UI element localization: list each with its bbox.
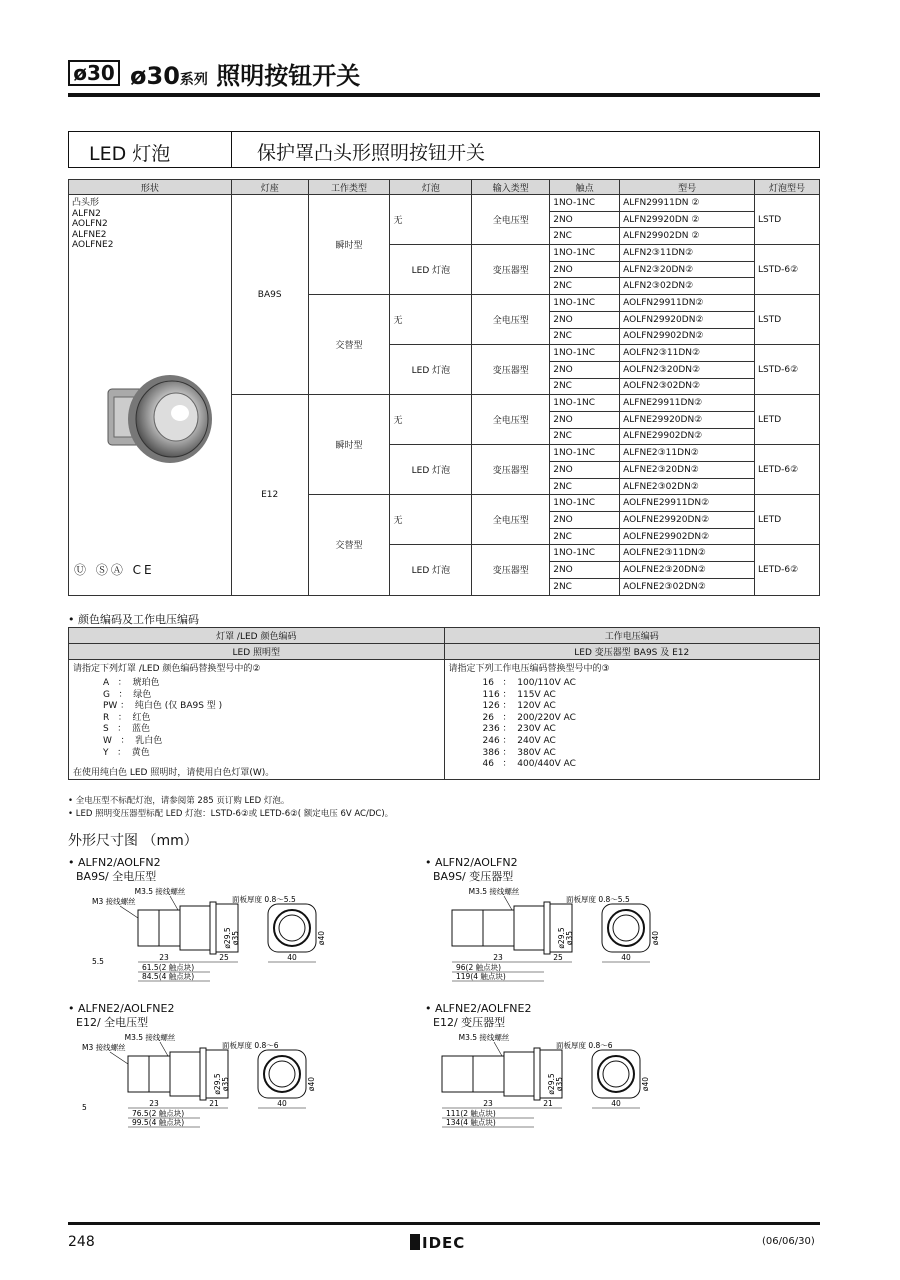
contact-cell: 1NO-1NC bbox=[550, 495, 620, 512]
leader-line bbox=[120, 906, 138, 918]
model-cell: ALFNE2③02DN② bbox=[620, 478, 755, 495]
panel-ring bbox=[534, 1048, 540, 1100]
voltage-code-item: 126 ： 120V AC bbox=[482, 701, 556, 712]
base-cell: E12 bbox=[231, 395, 308, 595]
contact-cell: 1NO-1NC bbox=[550, 195, 620, 212]
model-cell: ALFNE29911DN② bbox=[620, 395, 755, 412]
bulb-cell: LED 灯泡 bbox=[390, 445, 472, 495]
contact-cell: 1NO-1NC bbox=[550, 245, 620, 262]
panel-ring bbox=[200, 1048, 206, 1100]
section-banner bbox=[68, 131, 820, 168]
note-1: • 全电压型不标配灯泡，请参阅第 285 页订购 LED 灯泡。 bbox=[68, 796, 290, 806]
lamp-model-cell: LSTD bbox=[755, 295, 820, 345]
header-rule bbox=[68, 93, 820, 97]
product-photo bbox=[100, 367, 220, 467]
color-code-intro: 请指定下列灯罩 /LED 颜色编码替换型号中的② bbox=[73, 664, 261, 674]
col-input: 输入类型 bbox=[472, 180, 550, 195]
screw-label: M3.5 接线螺丝 bbox=[458, 1033, 510, 1042]
lamp-model-cell: LSTD-6② bbox=[755, 245, 820, 295]
model-cell: ALFNE2③11DN② bbox=[620, 445, 755, 462]
contact-cell: 2NC bbox=[550, 378, 620, 395]
front-view-lens bbox=[279, 915, 305, 941]
shape-line: AOLFN2 bbox=[72, 219, 108, 229]
input-type-cell: 全电压型 bbox=[472, 295, 550, 345]
contact-cell: 2NC bbox=[550, 278, 620, 295]
title-text: 照明按钮开关 bbox=[216, 62, 361, 90]
model-cell: AOLFNE2③20DN② bbox=[620, 562, 755, 579]
bulb-cell: 无 bbox=[390, 295, 472, 345]
dim-value: 23 bbox=[159, 953, 169, 962]
notes bbox=[68, 795, 393, 821]
color-code-item: S ： 蓝色 bbox=[103, 724, 151, 735]
voltage-code-item: 26 ： 200/220V AC bbox=[482, 712, 576, 723]
dim-value: ø40 bbox=[651, 930, 660, 946]
col-model: 型号 bbox=[620, 180, 755, 195]
dim-value: ø29.5 bbox=[557, 927, 566, 949]
model-cell: ALFNE29920DN② bbox=[620, 411, 755, 428]
model-cell: ALFN2③20DN② bbox=[620, 261, 755, 278]
screw-label: M3.5 接线螺丝 bbox=[124, 1033, 176, 1042]
leader-line bbox=[494, 1042, 502, 1056]
screw-label: M3.5 接线螺丝 bbox=[134, 887, 186, 896]
dim-value: 76.5(2 触点块) bbox=[132, 1109, 185, 1118]
contact-cell: 2NO bbox=[550, 361, 620, 378]
dim-value: ø29.5 bbox=[213, 1073, 222, 1095]
housing bbox=[170, 1052, 200, 1096]
housing bbox=[180, 906, 210, 950]
input-type-cell: 变压器型 bbox=[472, 545, 550, 595]
front-view-lens bbox=[603, 1061, 629, 1087]
contact-cell: 2NO bbox=[550, 512, 620, 529]
model-cell: AOLFN29902DN② bbox=[620, 328, 755, 345]
col-bulb: 灯泡 bbox=[390, 180, 472, 195]
dim3-label bbox=[68, 1002, 174, 1030]
voltage-code-item: 16 ： 100/110V AC bbox=[482, 678, 576, 688]
dim-value: 25 bbox=[219, 953, 229, 962]
dim3-model: • ALFNE2/AOLFNE2 bbox=[68, 1002, 175, 1015]
dim-value: 23 bbox=[149, 1099, 159, 1108]
dim-value: 23 bbox=[483, 1099, 493, 1108]
lamp-model-cell: LETD bbox=[755, 495, 820, 545]
col-contact: 触点 bbox=[550, 180, 620, 195]
dim-value: 5 bbox=[82, 1103, 87, 1112]
model-cell: AOLFNE2③11DN② bbox=[620, 545, 755, 562]
size-badge: ø30 bbox=[68, 60, 120, 86]
footer-rule bbox=[68, 1222, 820, 1225]
dim-value: 40 bbox=[287, 953, 297, 962]
color-code-cell bbox=[69, 660, 445, 780]
banner-left: LED 灯泡 bbox=[89, 143, 171, 165]
bulb-cell: 无 bbox=[390, 195, 472, 245]
dim-value: 111(2 触点块) bbox=[446, 1109, 496, 1118]
dim3-drawing bbox=[80, 1030, 320, 1130]
col-base: 灯座 bbox=[231, 180, 308, 195]
model-cell: AOLFN2③20DN② bbox=[620, 361, 755, 378]
dim3-type: E12/ 全电压型 bbox=[76, 1016, 149, 1029]
dim-value: ø40 bbox=[317, 930, 326, 946]
model-cell: ALFN29902DN ② bbox=[620, 228, 755, 245]
model-cell: AOLFNE29920DN② bbox=[620, 512, 755, 529]
model-cell: ALFN2③02DN② bbox=[620, 278, 755, 295]
shape-line: ALFN2 bbox=[72, 208, 101, 219]
voltage-code-item: 246 ： 240V AC bbox=[482, 735, 556, 746]
dim-value: 23 bbox=[493, 953, 503, 962]
banner-right: 保护罩凸头形照明按钮开关 bbox=[257, 142, 486, 164]
voltage-code-item: 116 ： 115V AC bbox=[482, 689, 556, 700]
screw-label: M3 接线螺丝 bbox=[92, 897, 136, 906]
dim-value: 84.5(4 触点块) bbox=[142, 972, 195, 981]
dim-value: ø29.5 bbox=[223, 927, 232, 949]
shape-line: AOLFNE2 bbox=[72, 240, 114, 250]
spec-table bbox=[68, 179, 820, 596]
front-view-lens bbox=[269, 1061, 295, 1087]
model-cell: ALFN2③11DN② bbox=[620, 245, 755, 262]
model-cell: AOLFNE29902DN② bbox=[620, 528, 755, 545]
base-cell: BA9S bbox=[231, 195, 308, 395]
panel-ring bbox=[210, 902, 216, 954]
contact-cell: 2NO bbox=[550, 261, 620, 278]
contact-cell: 2NC bbox=[550, 478, 620, 495]
contact-cell: 1NO-1NC bbox=[550, 395, 620, 412]
dim1-model: • ALFN2/AOLFN2 bbox=[68, 856, 161, 869]
input-type-cell: 全电压型 bbox=[472, 395, 550, 445]
col-lamp: 灯泡型号 bbox=[755, 180, 820, 195]
voltage-code-item: 236 ： 230V AC bbox=[482, 724, 556, 735]
color-code-item: A ： 琥珀色 bbox=[103, 678, 160, 688]
dim2-label bbox=[425, 856, 518, 884]
lamp-model-cell: LSTD-6② bbox=[755, 345, 820, 395]
dim-value: ø35 bbox=[231, 930, 240, 946]
voltage-code-item: 46 ： 400/440V AC bbox=[482, 759, 576, 770]
banner-divider bbox=[231, 132, 232, 167]
color-code-item: R ： 红色 bbox=[103, 712, 151, 723]
panel-label: 面板厚度 0.8～6 bbox=[556, 1041, 613, 1050]
voltage-code-cell bbox=[444, 660, 819, 780]
dim4-label bbox=[425, 1002, 531, 1030]
contact-cell: 1NO-1NC bbox=[550, 345, 620, 362]
op-type-cell: 交替型 bbox=[308, 495, 390, 595]
page-number: 248 bbox=[68, 1234, 95, 1250]
dim1-label bbox=[68, 856, 161, 884]
contact-cell: 2NO bbox=[550, 562, 620, 579]
print-date: (06/06/30) bbox=[762, 1236, 815, 1247]
shape-line: ALFNE2 bbox=[72, 229, 107, 240]
dim-value: 119(4 触点块) bbox=[456, 972, 506, 981]
dim4-drawing bbox=[430, 1030, 670, 1130]
note-2: • LED 照明变压器型标配 LED 灯泡：LSTD-6②或 LETD-6②( 额定电压 6V AC/DC)。 bbox=[68, 809, 394, 819]
contact-cell: 2NC bbox=[550, 328, 620, 345]
dim-value: ø35 bbox=[555, 1076, 564, 1092]
dim2-type: BA9S/ 变压器型 bbox=[433, 870, 514, 883]
color-code-list bbox=[103, 678, 440, 759]
dim-value: 40 bbox=[621, 953, 631, 962]
dim-value: ø29.5 bbox=[547, 1073, 556, 1095]
bulb-cell: 无 bbox=[390, 495, 472, 545]
page-title bbox=[130, 56, 360, 91]
model-cell: AOLFNE2③02DN② bbox=[620, 578, 755, 595]
lamp-model-cell: LETD-6② bbox=[755, 445, 820, 495]
panel-label: 面板厚度 0.8～6 bbox=[222, 1041, 279, 1050]
dim-value: ø35 bbox=[221, 1076, 230, 1092]
contact-cell: 2NC bbox=[550, 578, 620, 595]
voltage-code-head: 工作电压编码 bbox=[444, 628, 819, 644]
table-header-row bbox=[69, 180, 820, 195]
op-type-cell: 瞬时型 bbox=[308, 395, 390, 495]
model-cell: AOLFNE29911DN② bbox=[620, 495, 755, 512]
table-row bbox=[69, 195, 820, 212]
screw-label: M3.5 接线螺丝 bbox=[468, 887, 520, 896]
contact-cell: 2NO bbox=[550, 462, 620, 479]
leader-line bbox=[160, 1042, 168, 1056]
color-code-note: 在使用纯白色 LED 照明时，请使用白色灯罩(W)。 bbox=[73, 768, 275, 779]
voltage-code-item: 386 ： 380V AC bbox=[482, 747, 556, 758]
model-cell: ALFNE2③20DN② bbox=[620, 462, 755, 479]
op-type-cell: 交替型 bbox=[308, 295, 390, 395]
dim-value: 61.5(2 触点块) bbox=[142, 963, 195, 972]
dim-value: 40 bbox=[611, 1099, 621, 1108]
bulb-cell: LED 灯泡 bbox=[390, 345, 472, 395]
voltage-code-sub: LED 变压器型 BA9S 及 E12 bbox=[444, 644, 819, 660]
bulb-cell: 无 bbox=[390, 395, 472, 445]
model-cell: AOLFN2③02DN② bbox=[620, 378, 755, 395]
shape-line: 凸头形 bbox=[72, 198, 100, 208]
panel-label: 面板厚度 0.8～5.5 bbox=[566, 895, 630, 904]
col-shape: 形状 bbox=[69, 180, 232, 195]
model-cell: AOLFN29911DN② bbox=[620, 295, 755, 312]
codes-table bbox=[68, 627, 820, 780]
model-cell: ALFNE29902DN② bbox=[620, 428, 755, 445]
dim-value: 5.5 bbox=[92, 957, 104, 966]
leader-line bbox=[170, 896, 178, 910]
dim-value: 99.5(4 触点块) bbox=[132, 1118, 185, 1127]
panel-ring bbox=[544, 902, 550, 954]
dim2-drawing bbox=[440, 884, 670, 984]
dim-value: 40 bbox=[277, 1099, 287, 1108]
contact-cell: 2NC bbox=[550, 428, 620, 445]
dim4-model: • ALFNE2/AOLFNE2 bbox=[425, 1002, 532, 1015]
op-type-cell: 瞬时型 bbox=[308, 195, 390, 295]
panel-label: 面板厚度 0.8～5.5 bbox=[232, 895, 296, 904]
contact-cell: 2NO bbox=[550, 311, 620, 328]
input-type-cell: 全电压型 bbox=[472, 495, 550, 545]
model-cell: AOLFN29920DN② bbox=[620, 311, 755, 328]
page-header bbox=[68, 56, 820, 96]
front-view-lens bbox=[613, 915, 639, 941]
logo-block-icon bbox=[410, 1234, 420, 1250]
screw-label: M3 接线螺丝 bbox=[82, 1043, 126, 1052]
contact-cell: 2NC bbox=[550, 228, 620, 245]
title-size: ø30 bbox=[130, 62, 180, 90]
leader-line bbox=[504, 896, 512, 910]
dim2-model: • ALFN2/AOLFN2 bbox=[425, 856, 518, 869]
input-type-cell: 变压器型 bbox=[472, 345, 550, 395]
dim-value: 25 bbox=[553, 953, 563, 962]
input-type-cell: 变压器型 bbox=[472, 445, 550, 495]
contact-cell: 1NO-1NC bbox=[550, 545, 620, 562]
col-op: 工作类型 bbox=[308, 180, 390, 195]
certification-icons: Ⓤ ⓈⒶ CE bbox=[74, 563, 155, 577]
model-cell: ALFN29911DN ② bbox=[620, 195, 755, 212]
color-code-head: 灯罩 /LED 颜色编码 bbox=[69, 628, 445, 644]
dim-value: ø40 bbox=[641, 1076, 650, 1092]
contact-cell: 2NO bbox=[550, 211, 620, 228]
color-code-item: Y ： 黄色 bbox=[103, 747, 150, 758]
bulb-cell: LED 灯泡 bbox=[390, 545, 472, 595]
dim-value: 96(2 触点块) bbox=[456, 963, 502, 972]
dim-value: 21 bbox=[209, 1099, 219, 1108]
shape-cell bbox=[69, 195, 232, 596]
model-cell: ALFN29920DN ② bbox=[620, 211, 755, 228]
model-cell: AOLFN2③11DN② bbox=[620, 345, 755, 362]
dim-value: 21 bbox=[543, 1099, 553, 1108]
color-code-sub: LED 照明型 bbox=[69, 644, 445, 660]
codes-title: • 颜色编码及工作电压编码 bbox=[68, 613, 199, 626]
dim-value: 134(4 触点块) bbox=[446, 1118, 496, 1127]
housing bbox=[504, 1052, 534, 1096]
color-code-item: PW ： 纯白色 (仅 BA9S 型 ) bbox=[103, 701, 223, 712]
dim1-type: BA9S/ 全电压型 bbox=[76, 870, 157, 883]
voltage-code-list bbox=[483, 678, 815, 771]
contact-cell: 1NO-1NC bbox=[550, 295, 620, 312]
title-series: 系列 bbox=[179, 72, 208, 88]
brand-name: IDEC bbox=[422, 1234, 466, 1252]
color-code-item: G ： 绿色 bbox=[103, 689, 152, 700]
input-type-cell: 变压器型 bbox=[472, 245, 550, 295]
contact-cell: 1NO-1NC bbox=[550, 445, 620, 462]
dim-value: ø40 bbox=[307, 1076, 316, 1092]
dim-value: ø35 bbox=[565, 930, 574, 946]
voltage-code-intro: 请指定下列工作电压编码替换型号中的③ bbox=[448, 664, 610, 674]
input-type-cell: 全电压型 bbox=[472, 195, 550, 245]
dimensions-title: 外形尺寸图 （mm） bbox=[68, 833, 198, 849]
color-code-item: W ： 乳白色 bbox=[103, 735, 163, 746]
lamp-model-cell: LSTD bbox=[755, 195, 820, 245]
leader-line bbox=[110, 1052, 128, 1064]
lamp-model-cell: LETD-6② bbox=[755, 545, 820, 595]
lamp-model-cell: LETD bbox=[755, 395, 820, 445]
contact-cell: 2NC bbox=[550, 528, 620, 545]
housing bbox=[514, 906, 544, 950]
dim1-drawing bbox=[90, 884, 326, 984]
brand-logo bbox=[410, 1234, 465, 1252]
dim4-type: E12/ 变压器型 bbox=[433, 1016, 506, 1029]
contact-cell: 2NO bbox=[550, 411, 620, 428]
bulb-cell: LED 灯泡 bbox=[390, 245, 472, 295]
